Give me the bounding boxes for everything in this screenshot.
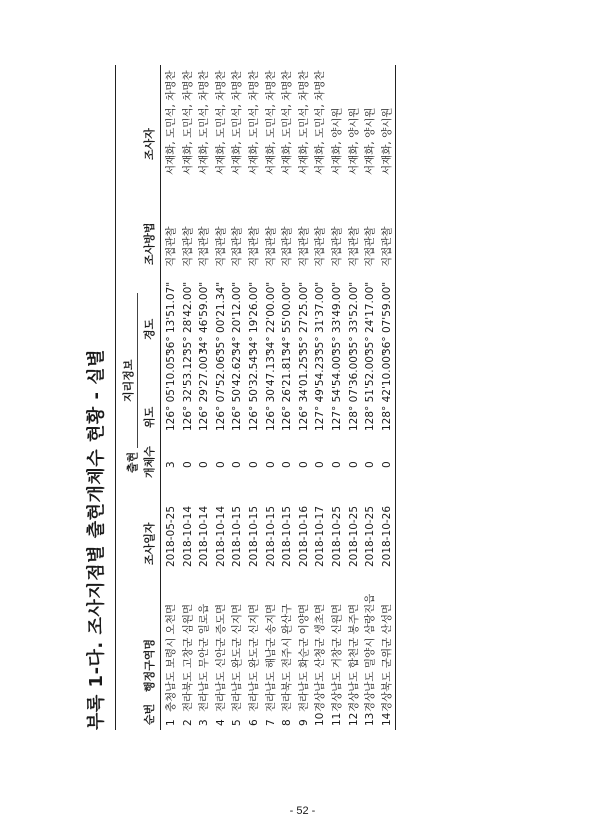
cell-no: 5 bbox=[231, 719, 244, 726]
cell-lon: 35° 00'21.34" bbox=[214, 281, 227, 355]
cell-surveyor: 서재화, 양시원 bbox=[380, 107, 393, 175]
cell-method: 직접관찰 bbox=[314, 226, 327, 267]
cell-method: 직접관찰 bbox=[198, 226, 211, 267]
cell-lat: 126° 26'21.81" bbox=[281, 351, 294, 431]
page-number: - 52 - bbox=[289, 805, 316, 817]
cell-method: 직접관찰 bbox=[214, 226, 227, 267]
cell-count: 0 bbox=[297, 461, 310, 468]
table-row bbox=[329, 65, 345, 730]
cell-method: 직접관찰 bbox=[264, 226, 277, 267]
table-row bbox=[296, 65, 312, 730]
cell-surveyor: 서재화, 도민석, 차명찬 bbox=[264, 70, 277, 175]
cell-lon: 34° 20'12.00" bbox=[231, 281, 244, 355]
cell-method: 직접관찰 bbox=[364, 226, 377, 267]
header-count-line2: 개체수 bbox=[143, 446, 156, 478]
table-row bbox=[279, 65, 295, 730]
cell-no: 11 bbox=[331, 712, 343, 726]
cell-region: 경상북도 군위군 산성면 bbox=[380, 603, 393, 712]
cell-lat: 126° 29'27.00 " bbox=[198, 347, 211, 431]
table-top-rule bbox=[115, 65, 116, 730]
cell-date: 2018-10-15 bbox=[231, 505, 244, 567]
cell-no: 1 bbox=[165, 719, 177, 726]
cell-no: 10 bbox=[314, 712, 327, 726]
cell-date: 2018-10-14 bbox=[198, 505, 211, 567]
cell-surveyor: 서재화, 도민석, 차명찬 bbox=[314, 70, 327, 175]
cell-lon: 36° 13'51.07" bbox=[165, 281, 177, 355]
cell-lon: 34° 19'26.00" bbox=[248, 281, 260, 355]
cell-lat: 128° 07'36.00" bbox=[347, 351, 360, 431]
cell-surveyor: 서재화, 도민석, 차명찬 bbox=[281, 70, 294, 175]
cell-date: 2018-10-26 bbox=[380, 505, 393, 567]
cell-count: 0 bbox=[214, 461, 227, 468]
cell-count: 0 bbox=[248, 461, 260, 468]
cell-lon: 34° 46'59.00" bbox=[198, 281, 211, 355]
cell-region: 충청남도 보령시 오천면 bbox=[165, 603, 177, 712]
cell-surveyor: 서재화, 도민석, 차명찬 bbox=[214, 70, 227, 175]
cell-no: 13 bbox=[364, 712, 377, 726]
header-date: 조사일자 bbox=[143, 522, 156, 565]
cell-method: 직접관찰 bbox=[231, 226, 244, 267]
geo-subheader-rule bbox=[137, 293, 138, 448]
cell-no: 3 bbox=[198, 719, 211, 726]
cell-region: 전라남도 해남군 송지면 bbox=[264, 603, 277, 712]
cell-no: 14 bbox=[380, 712, 393, 726]
cell-method: 직접관찰 bbox=[347, 226, 360, 267]
cell-no: 6 bbox=[248, 719, 260, 726]
cell-region: 전라남도 완도군 신지면 bbox=[231, 603, 244, 712]
cell-surveyor: 서재화, 도민석, 차명찬 bbox=[181, 70, 194, 175]
cell-method: 직접관찰 bbox=[297, 226, 310, 267]
cell-no: 2 bbox=[181, 719, 194, 726]
cell-date: 2018-10-25 bbox=[347, 505, 360, 567]
cell-region: 전라남도 화순군 이양면 bbox=[297, 603, 310, 712]
cell-lon: 34° 55'00.00" bbox=[281, 281, 294, 355]
cell-no: 4 bbox=[214, 719, 227, 726]
cell-count: 0 bbox=[198, 461, 211, 468]
cell-count: 0 bbox=[380, 461, 393, 468]
cell-region: 경상남도 합천군 봉주면 bbox=[347, 603, 360, 712]
header-lon: 경도 bbox=[143, 318, 156, 340]
cell-lat: 127° 49'54.23" bbox=[314, 351, 327, 431]
cell-count: 0 bbox=[364, 461, 377, 468]
cell-date: 2018-10-25 bbox=[331, 505, 343, 567]
table-row bbox=[163, 65, 179, 730]
cell-lon: 35° 33'49.00" bbox=[331, 281, 343, 355]
table-row bbox=[362, 65, 378, 730]
header-geo: 지리정보 bbox=[122, 359, 135, 402]
cell-region: 경상남도 거창군 신원면 bbox=[331, 603, 343, 712]
cell-date: 2018-10-17 bbox=[314, 505, 327, 567]
cell-date: 2018-10-15 bbox=[281, 505, 294, 567]
cell-date: 2018-10-14 bbox=[181, 505, 194, 567]
cell-region: 경상남도 산청군 생초면 bbox=[314, 603, 327, 712]
cell-no: 8 bbox=[281, 719, 294, 726]
cell-lat: 126° 05'10.05" bbox=[165, 351, 177, 431]
cell-surveyor: 서재화, 도민석, 차명찬 bbox=[297, 70, 310, 175]
cell-method: 직접관찰 bbox=[248, 226, 260, 267]
table-row bbox=[246, 65, 262, 730]
cell-surveyor: 서재화, 도민석, 차명찬 bbox=[198, 70, 211, 175]
cell-date: 2018-10-25 bbox=[364, 505, 377, 567]
table-title: 부록 1-다. 조사지점별 출현개체수 현황 - 실별 bbox=[86, 349, 107, 730]
cell-region: 경상남도 밀양시 삼랑진읍 bbox=[364, 593, 377, 712]
cell-surveyor: 서재화, 양시원 bbox=[331, 107, 343, 175]
table-row bbox=[379, 65, 395, 730]
header-surveyor: 조사자 bbox=[143, 128, 156, 160]
cell-date: 2018-10-16 bbox=[297, 505, 310, 567]
table-bottom-rule bbox=[395, 65, 396, 730]
cell-date: 2018-10-15 bbox=[248, 505, 260, 567]
cell-lat: 128° 51'52.00" bbox=[364, 351, 377, 431]
cell-surveyor: 서재화, 양시원 bbox=[347, 107, 360, 175]
cell-count: 0 bbox=[314, 461, 327, 468]
cell-count: 0 bbox=[231, 461, 244, 468]
cell-lon: 36° 07'59.00" bbox=[380, 281, 393, 355]
header-lat: 위도 bbox=[143, 406, 156, 428]
table-row bbox=[263, 65, 279, 730]
cell-lon: 34° 22'00.00" bbox=[264, 281, 277, 355]
cell-count: 3 bbox=[165, 461, 177, 468]
cell-date: 2018-10-14 bbox=[214, 505, 227, 567]
table-header-rule bbox=[160, 65, 161, 730]
cell-lon: 35° 31'37.00" bbox=[314, 281, 327, 355]
cell-count: 0 bbox=[347, 461, 360, 468]
cell-region: 전라북도 전주시 완산구 bbox=[281, 603, 294, 712]
cell-lat: 126° 34'01.25" bbox=[297, 351, 310, 431]
cell-surveyor: 서재화, 양시원 bbox=[364, 107, 377, 175]
table-row bbox=[229, 65, 245, 730]
header-method: 조사방법 bbox=[143, 222, 156, 265]
cell-no: 7 bbox=[264, 719, 277, 726]
header-count-line1: 출현 bbox=[126, 451, 139, 473]
table-row bbox=[180, 65, 196, 730]
cell-count: 0 bbox=[331, 461, 343, 468]
cell-method: 직접관찰 bbox=[331, 226, 343, 267]
cell-lat: 126° 07'52.06" bbox=[214, 351, 227, 431]
cell-no: 9 bbox=[297, 719, 310, 726]
header-no: 순번 bbox=[143, 703, 156, 725]
cell-method: 직접관찰 bbox=[181, 226, 194, 267]
cell-region: 전라북도 고창군 심원면 bbox=[181, 603, 194, 712]
cell-lon: 35° 24'17.00" bbox=[364, 281, 377, 355]
table-row bbox=[196, 65, 212, 730]
cell-lat: 127° 54'54.00" bbox=[331, 351, 343, 431]
cell-date: 2018-10-15 bbox=[264, 505, 277, 567]
cell-region: 전라남도 완도군 신지면 bbox=[248, 603, 260, 712]
header-region: 행정구역명 bbox=[143, 638, 156, 692]
cell-method: 직접관찰 bbox=[380, 226, 393, 267]
cell-lon: 35° 33'52.00" bbox=[347, 281, 360, 355]
cell-count: 0 bbox=[264, 461, 277, 468]
table-row bbox=[213, 65, 229, 730]
cell-count: 0 bbox=[181, 461, 194, 468]
cell-surveyor: 서재화, 도민석, 차명찬 bbox=[248, 70, 260, 175]
cell-surveyor: 서재화, 도민석, 차명찬 bbox=[165, 70, 177, 175]
cell-lat: 126° 32'53.12" bbox=[181, 351, 194, 431]
cell-lon: 35° 28'42.00" bbox=[181, 281, 194, 355]
cell-region: 전라남도 무안군 일로읍 bbox=[198, 603, 211, 712]
cell-region: 전라남도 신안군 증도면 bbox=[214, 603, 227, 712]
cell-surveyor: 서재화, 도민석, 차명찬 bbox=[231, 70, 244, 175]
cell-lat: 126° 50'42.62" bbox=[231, 351, 244, 431]
cell-count: 0 bbox=[281, 461, 294, 468]
cell-method: 직접관찰 bbox=[281, 226, 294, 267]
cell-lat: 128° 42'10.00" bbox=[380, 351, 393, 431]
cell-lat: 126° 50'32.54" bbox=[248, 351, 260, 431]
cell-date: 2018-05-25 bbox=[165, 505, 177, 567]
cell-no: 12 bbox=[347, 712, 360, 726]
cell-method: 직접관찰 bbox=[165, 226, 177, 267]
table-row bbox=[346, 65, 362, 730]
table-row bbox=[312, 65, 328, 730]
cell-lon: 35° 27'25.00" bbox=[297, 281, 310, 355]
cell-lat: 126° 30'47.13" bbox=[264, 351, 277, 431]
